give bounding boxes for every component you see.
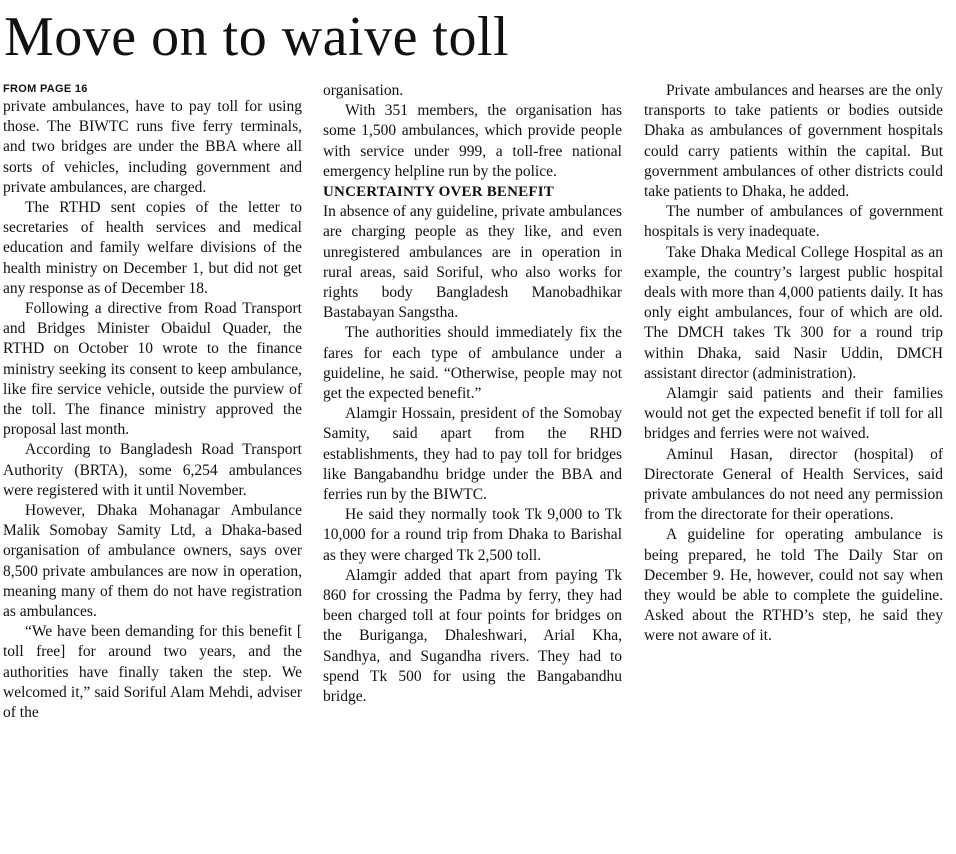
jump-line: FROM PAGE 16 — [3, 83, 88, 95]
paragraph: Alamgir said patients and their families would not get the expected benefit if toll for all bridges and ferries were not waived. — [644, 385, 943, 443]
paragraph: In absence of any guideline, private ambulances are charging people as they like, and even unregistered ambulances are in operation in rural areas, said Soriful, who also works for rights body Bangladesh Manobadhikar Bastabayan Sangstha. — [323, 203, 622, 322]
paragraph: Private ambulances and hearses are the only transports to take patients or bodies outside Dhaka as ambulances of government hospitals could carry patients within the capital. But government ambulances of other districts could take patients to Dhaka, he added. — [644, 82, 943, 201]
subhead: UNCERTAINTY OVER BENEFIT — [323, 184, 554, 201]
headline: Move on to waive toll — [4, 6, 510, 68]
paragraph: The number of ambulances of government hospitals is very inadequate. — [644, 203, 943, 241]
paragraph: With 351 members, the organisation has some 1,500 ambulances, which provide people with service under 999, a toll-free national emergency helpline run by the police. — [323, 102, 622, 180]
paragraph: Following a directive from Road Transport and Bridges Minister Obaidul Quader, the RTHD on October 10 wrote to the finance ministry seeking its consent to keep ambulance, like fire service vehicle, outside the purview of the toll. The finance ministry approved the proposal last month. — [3, 300, 302, 439]
paragraph: The RTHD sent copies of the letter to secretaries of health services and medical education and family welfare divisions of the health ministry on December 1, but did not get any response as of December 18. — [3, 199, 302, 297]
article-column-3 — [644, 81, 943, 647]
paragraph: private ambulances, have to pay toll for using those. The BIWTC runs five ferry terminals, and two bridges are under the BBA where all sorts of vehicles, including government and private ambulances, are charged. — [3, 98, 302, 196]
paragraph: “We have been demanding for this benefit [ toll free] for around two years, and the authorities have finally taken the step. We welcomed it,” said Soriful Alam Mehdi, adviser of the — [3, 623, 302, 722]
article-column-1 — [3, 81, 302, 723]
paragraph: Alamgir added that apart from paying Tk 860 for crossing the Padma by ferry, they had been charged toll at four points for bridges on the Buriganga, Dhaleshwari, Arial Kha, Sandhya, and Sugandha rivers. They had to spend Tk 500 for using the Bangabandhu bridge. — [323, 566, 622, 706]
paragraph: The authorities should immediately fix the fares for each type of ambulance under a guideline, he said. “Otherwise, people may not get the expected benefit.” — [323, 324, 622, 403]
paragraph: According to Bangladesh Road Transport Authority (BRTA), some 6,254 ambulances were registered with it until November. — [3, 441, 302, 499]
paragraph: Aminul Hasan, director (hospital) of Directorate General of Health Services, said private ambulances do not need any permission from the directorate for their operations. — [644, 445, 943, 524]
paragraph: However, Dhaka Mohanagar Ambulance Malik Somobay Samity Ltd, a Dhaka-based organisation of ambulance owners, says over 8,500 private ambulances are now in operation, meaning many of them do not have registration as ambulances. — [3, 502, 302, 621]
paragraph: Take Dhaka Medical College Hospital as an example, the country’s largest public hospital deals with more than 4,000 patients daily. It has only eight ambulances, four of which are old. The DMCH takes Tk 300 for a round trip within Dhaka, said Nasir Uddin, DMCH assistant director (administration). — [644, 243, 943, 382]
paragraph: organisation. — [323, 82, 404, 99]
paragraph: He said they normally took Tk 9,000 to Tk 10,000 for a round trip from Dhaka to Barishal as they were charged Tk 2,500 toll. — [323, 506, 622, 564]
article-column-2 — [323, 81, 622, 707]
paragraph: A guideline for operating ambulance is being prepared, he told The Daily Star on December 9. He, however, could not say when they would be able to complete the guideline. Asked about the RTHD’s step, he said they were not aware of it. — [644, 526, 943, 645]
paragraph: Alamgir Hossain, president of the Somobay Samity, said apart from the RHD establishments, they had to pay toll for bridges like Bangabandhu bridge under the BBA and ferries run by the BIWTC. — [323, 405, 622, 504]
